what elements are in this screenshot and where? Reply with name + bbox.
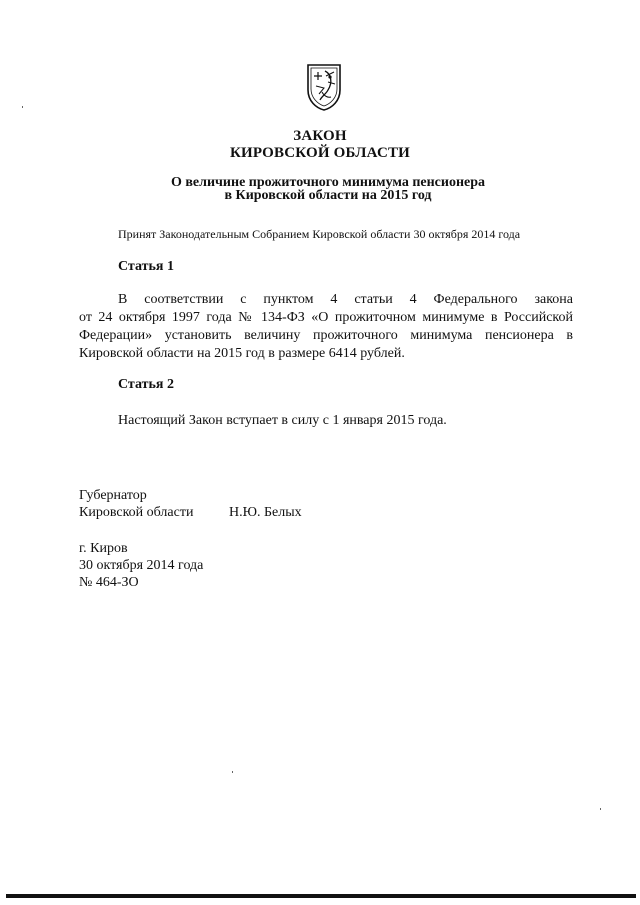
region-title: КИРОВСКОЙ ОБЛАСТИ (229, 145, 411, 161)
article-1-line: В соответствии с пунктом 4 статьи 4 Федерального закона (118, 292, 573, 307)
place-city: г. Киров (79, 541, 128, 556)
signatory-name: Н.Ю. Белых (229, 505, 302, 520)
scan-speck (232, 771, 233, 773)
article-1-line: Федерации» установить величину прожиточного минимума пенсионера в (79, 328, 573, 343)
scan-speck (600, 808, 601, 810)
adoption-note: Принят Законодательным Собранием Кировской области 30 октября 2014 года (118, 227, 521, 241)
law-number: № 464-ЗО (79, 575, 139, 590)
law-subject-line2: в Кировской области на 2015 год (224, 188, 432, 203)
article-1-line: от 24 октября 1997 года № 134-ФЗ «О прожиточном минимуме в Российской (79, 310, 573, 325)
scan-speck (22, 106, 23, 108)
signatory-position-line1: Губернатор (79, 488, 147, 503)
law-subject-line1: О величине прожиточного минимума пенсионера (170, 175, 486, 190)
place-date: 30 октября 2014 года (79, 558, 204, 573)
article-2-text: Настоящий Закон вступает в силу с 1 января 2015 года. (118, 413, 447, 428)
law-title: ЗАКОН (293, 128, 347, 144)
article-2-heading: Статья 2 (118, 377, 174, 392)
article-1-heading: Статья 1 (118, 259, 174, 274)
article-1-text (79, 291, 573, 363)
article-1-line: Кировской области на 2015 год в размере 6414 рублей. (79, 346, 405, 361)
coat-of-arms-icon (304, 62, 344, 112)
signatory-position-line2: Кировской области (79, 505, 194, 520)
bottom-rule (6, 894, 636, 898)
